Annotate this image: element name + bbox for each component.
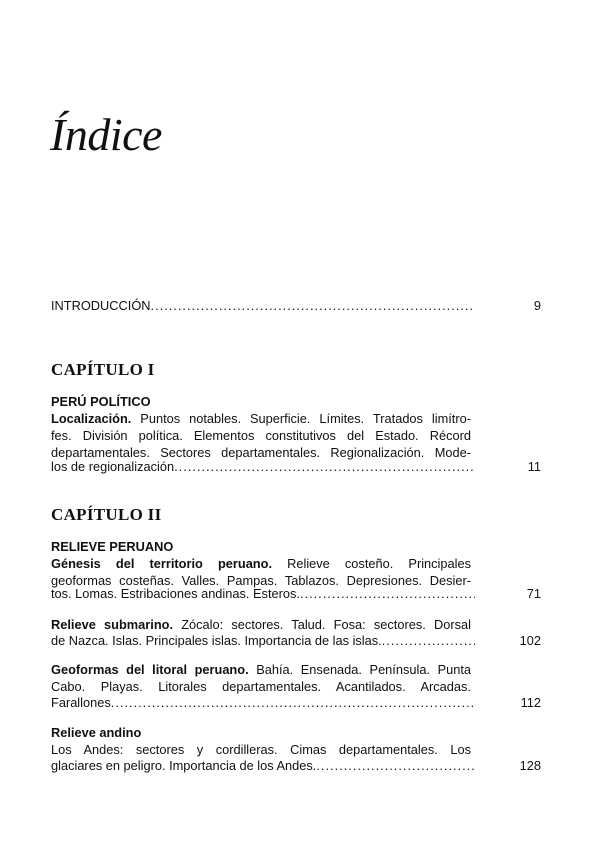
entry-lead: Relieve submarino.: [51, 617, 174, 632]
toc-page-number: 112: [520, 695, 541, 710]
toc-entry-label: INTRODUCCIÓN .....: [51, 297, 475, 315]
toc-entry-introduccion[interactable]: [51, 297, 551, 315]
entry-submarino-description: Relieve submarino. Zócalo: sectores. Talud. Fosa: sectores. Dorsal: [51, 617, 471, 632]
toc-entry-label: los de regionalización .....: [51, 458, 475, 476]
toc-page-number: 9: [533, 298, 541, 313]
toc-page-number: 11: [527, 459, 541, 474]
entry-lead: Geoformas del litoral peruano.: [51, 662, 249, 677]
entry-litoral-description: Geoformas del litoral peruano. Bahía. Ensenada. Península. Punta Cabo. Playas. Litorales departamentales. Acantilados. Arcadas.: [51, 662, 472, 694]
toc-entry-genesis[interactable]: [51, 585, 551, 603]
toc-entry-label: tos. Lomas. Estribaciones andinas. Esteros. .....: [51, 585, 475, 603]
entry-lead: Génesis del territorio peruano.: [51, 556, 272, 571]
chapter-2-heading: CAPÍTULO II: [51, 505, 162, 524]
toc-entry-label: glaciares en peligro. Importancia de los Andes. .....: [51, 757, 475, 775]
toc-entry-label: de Nazca. Islas. Principales islas. Importancia de las islas. .....: [51, 632, 475, 650]
chapter-1-entry-description: Localización. Puntos notables. Superficie. Límites. Tratados limítro- fes. División política. Elementos constitutivos del Estado. Récord departamentales. Sectores departamentales. Regionalización. Mode-: [51, 411, 471, 460]
toc-entry-label: Farallones .....: [51, 694, 475, 712]
toc-entry-andino[interactable]: [51, 757, 551, 775]
toc-page-number: 71: [526, 586, 541, 601]
toc-page-number: 128: [519, 758, 541, 773]
chapter-1-section-title: PERÚ POLÍTICO: [51, 394, 151, 409]
chapter-2-section-title: RELIEVE PERUANO: [51, 539, 174, 554]
page-title: Índice: [50, 109, 162, 160]
entry-andino-title: Relieve andino: [51, 725, 142, 740]
toc-entry-litoral[interactable]: [51, 694, 551, 712]
entry-andino-description: Los Andes: sectores y cordilleras. Cimas departamentales. Los: [51, 742, 471, 757]
toc-entry-chapter-1[interactable]: [51, 458, 551, 476]
toc-entry-submarino[interactable]: [51, 632, 551, 650]
entry-genesis-description: Génesis del territorio peruano. Relieve costeño. Principales geoformas costeñas. Valles. Pampas. Tablazos. Depresiones. Desier-: [51, 556, 471, 588]
chapter-1-heading: CAPÍTULO I: [51, 360, 155, 379]
toc-page-number: 102: [519, 633, 541, 648]
entry-lead: Localización.: [51, 411, 132, 426]
